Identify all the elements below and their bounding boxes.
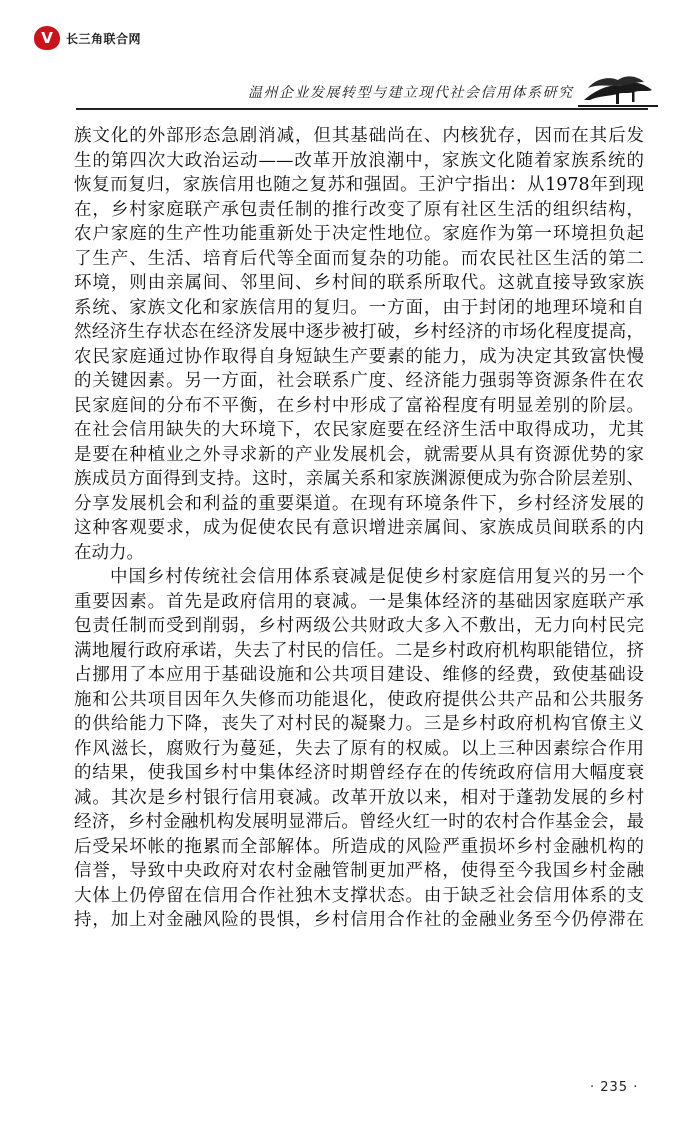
header-rule bbox=[76, 108, 648, 110]
text-line: 的关键因素。另一方面，社会联系广度、经济能力强弱等资源条件在农 bbox=[74, 371, 644, 391]
text-line: 减。其次是乡村银行信用衰减。改革开放以来，相对于蓬勃发展的乡村 bbox=[74, 787, 644, 808]
text-line: 施和公共项目因年久失修而功能退化，使政府提供公共产品和公共服务 bbox=[74, 689, 644, 710]
text-line: 中国乡村传统社会信用体系衰减是促使乡村家庭信用复兴的另一个 bbox=[110, 567, 644, 587]
text-line: 族文化的外部形态急剧消减，但其基础尚在、内核犹存，因而在其后发 bbox=[74, 126, 644, 146]
page-number: · 235 · bbox=[590, 1080, 639, 1095]
text-line: 满地履行政府承诺，失去了村民的信任。二是乡村政府机构职能错位，挤 bbox=[74, 640, 644, 661]
paragraph bbox=[74, 565, 644, 933]
text-line: 这种客观要求，成为促使农民有意识增进亲属间、家族成员间联系的内 bbox=[74, 518, 644, 538]
text-line: 恢复而复归，家族信用也随之复苏和强固。王沪宁指出：从1978年到现 bbox=[74, 175, 644, 195]
text-line: 经济，乡村金融机构发展明显滞后。曾经火红一时的农村合作基金会，最 bbox=[74, 812, 644, 832]
text-line: 然经济生存状态在经济发展中逐步被打破，乡村经济的市场化程度提高， bbox=[74, 322, 644, 342]
text-line: 的供给能力下降，丧失了对村民的凝聚力。三是乡村政府机构官僚主义 bbox=[74, 714, 644, 734]
text-line: 大体上仍停留在信用合作社独木支撑状态。由于缺乏社会信用体系的支 bbox=[74, 885, 644, 906]
text-line: 了生产、生活、培育后代等全面而复杂的功能。而农民社区生活的第二 bbox=[74, 248, 644, 269]
text-line: 农民家庭通过协作取得自身短缺生产要素的能力，成为决定其致富快慢 bbox=[74, 346, 644, 367]
text-line: 系统、家族文化和家族信用的复归。一方面，由于封闭的地理环境和自 bbox=[74, 297, 644, 318]
logo-mark-icon: V bbox=[34, 26, 60, 50]
running-head-title: 温州企业发展转型与建立现代社会信用体系研究 bbox=[248, 85, 574, 101]
text-line: 农户家庭的生产性功能重新处于决定性地位。家庭作为第一环境担负起 bbox=[74, 224, 644, 244]
text-line: 在动力。 bbox=[74, 542, 144, 563]
text-line: 在，乡村家庭联产承包责任制的推行改变了原有社区生活的组织结构， bbox=[74, 199, 644, 220]
paragraph bbox=[74, 124, 644, 565]
text-line: 占挪用了本应用于基础设施和公共项目建设、维修的经费，致使基础设 bbox=[74, 665, 644, 685]
text-line: 是要在种植业之外寻求新的产业发展机会，就需要从具有资源优势的家 bbox=[74, 444, 644, 465]
text-line: 重要因素。首先是政府信用的衰减。一是集体经济的基础因家庭联产承 bbox=[74, 591, 644, 612]
text-line: 在社会信用缺失的大环境下，农民家庭要在经济生活中取得成功，尤其 bbox=[74, 420, 644, 440]
text-line: 族成员方面得到支持。这时，亲属关系和家族渊源便成为弥合阶层差别、 bbox=[74, 469, 644, 489]
text-line: 持，加上对金融风险的畏惧，乡村信用合作社的金融业务至今仍停滞在 bbox=[74, 910, 644, 930]
tree-landscape-icon bbox=[578, 70, 658, 108]
text-line: 的结果，使我国乡村中集体经济时期曾经存在的传统政府信用大幅度衰 bbox=[74, 763, 644, 783]
logo-text: 长三角联合网 bbox=[66, 31, 142, 46]
text-line: 包责任制而受到削弱，乡村两级公共财政大多入不敷出，无力向村民完 bbox=[74, 616, 644, 636]
text-line: 生的第四次大政治运动——改革开放浪潮中，家族文化随着家族系统的 bbox=[74, 150, 644, 171]
text-line: 作风滋长，腐败行为蔓延，失去了原有的权威。以上三种因素综合作用 bbox=[74, 738, 644, 759]
body-text bbox=[74, 124, 644, 933]
text-line: 后受呆坏帐的拖累而全部解体。所造成的风险严重损坏乡村金融机构的 bbox=[74, 836, 644, 857]
text-line: 环境，则由亲属间、邻里间、乡村间的联系所取代。这就直接导致家族 bbox=[74, 273, 644, 293]
site-logo[interactable] bbox=[34, 26, 141, 50]
text-line: 民家庭间的分布不平衡，在乡村中形成了富裕程度有明显差别的阶层。 bbox=[74, 395, 644, 416]
text-line: 信誉，导致中央政府对农村金融管制更加严格，使得至今我国乡村金融 bbox=[74, 861, 644, 881]
text-line: 分享发展机会和利益的重要渠道。在现有环境条件下，乡村经济发展的 bbox=[74, 493, 644, 514]
